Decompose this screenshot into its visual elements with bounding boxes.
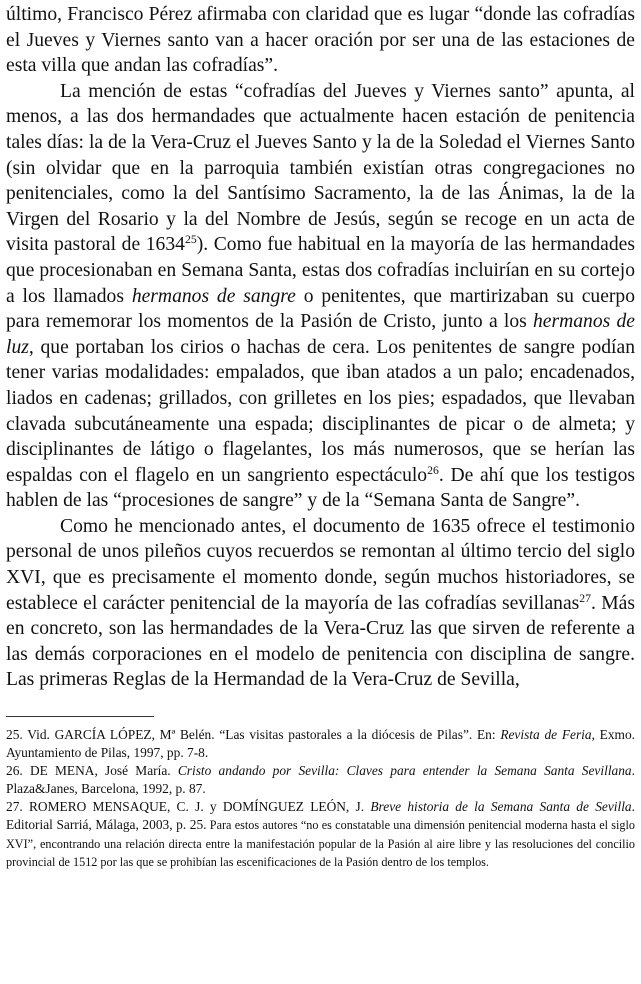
footnote-27-text-b: . Editorial Sarriá, Málaga, 2003, p. 25. [6,799,635,832]
footnote-25-title: Revista de Feria [500,727,592,743]
footnote-divider [6,716,154,717]
paragraph-2-text-d: , que portaban los cirios o hachas de cera. Los penitentes de sangre podían tener varias modalidades: empalados, que iban atados a un palo; encadenados, liados en cadenas; grillados, con grilletes en los pies; espadados, que llevaban clavada subcutáneamente una espada; disciplinantes de picar o de almeta; y disciplinantes de látigo o flagelantes, los más numerosos, que se herían las espaldas con el flagelo en un sangriento espectáculo [6,336,635,486]
paragraph-2-text-c: o penitentes, que martirizaban su cuerpo para rememorar los momentos de la Pasión de Cristo, junto a los [6,285,636,333]
footnote-27-text-c: Para estos autores “no es constatable una dimensión penitencial moderna hasta el siglo XVI”, encontrando una relación directa entre la manifestación popular de la Pasión al aire libre y las resoluciones del concilio provincial de 1512 por las que se prohibían las escenificaciones de la Pasión dentro de los templos. [6,818,636,870]
paragraph-2-text-e: . De ahí que los testigos hablen de las “procesiones de sangre” y de la “Semana Santa de Sangre”. [6,464,636,512]
paragraph-2 [6,79,635,514]
footnote-ref-25[interactable]: 25 [184,233,197,247]
paragraph-1 [6,2,635,79]
italic-hermanos-de-luz: hermanos de luz [6,311,635,358]
footnote-27-title: Breve historia de la Semana Santa de Sevilla [370,799,632,815]
footnote-27 [6,798,635,871]
footnote-25-text-b: , Exmo. Ayuntamiento de Pilas, 1997, pp. 7-8. [6,727,636,760]
footnotes [6,726,635,872]
footnote-26-text-b: . Plaza&Janes, Barcelona, 1992, p. 87. [6,763,635,796]
paragraph-3-text-a: Como he mencionado antes, el documento de 1635 ofrece el testimonio personal de unos pileños cuyos recuerdos se remontan al último tercio del siglo XVI, que es precisamente el momento donde, según muchos historiadores, se establece el carácter penitencial de la mayoría de las cofradías sevillanas [6,515,635,614]
paragraph-3-text-b: . Más en concreto, son las hermandades de la Vera-Cruz las que sirven de referente a las demás corporaciones en el modelo de penitencia con disciplina de sangre. Las primeras Reglas de la Hermandad de la Vera-Cruz de Sevilla, [6,592,635,691]
body-text [6,2,635,693]
footnote-25 [6,726,635,761]
footnote-26 [6,762,635,797]
italic-hermanos-de-sangre: hermanos de sangre [131,285,296,307]
footnote-26-text-a: 26. DE MENA, José María. [6,763,178,779]
paragraph-2-text-a: La mención de estas “cofradías del Jueves y Viernes santo” apunta, al menos, a las dos hermandades que actualmente hacen estación de penitencia tales días: la de la Vera-Cruz el Jueves Santo y la de la Soledad el Viernes Santo (sin olvidar que en la parroquia también existían otras congregaciones no penitenciales, como la del Santísimo Sacramento, la de las Ánimas, la de la Virgen del Rosario y la del Nombre de Jesús, según se recoge en un acta de visita pastoral de 1634 [6,80,635,256]
footnote-ref-26[interactable]: 26 [427,463,439,477]
footnote-25-text-a: 25. Vid. GARCÍA LÓPEZ, Mª Belén. “Las visitas pastorales a la diócesis de Pilas”. En: [6,727,501,743]
paragraph-2-text-b: ). Como fue habitual en la mayoría de las hermandades que procesionaban en Semana Santa, estas dos cofradías incluirían en su cortejo a los llamados [6,234,635,307]
footnote-ref-27[interactable]: 27 [579,591,592,605]
paragraph-3 [6,514,635,693]
footnote-26-title: Cristo andando por Sevilla: Claves para entender la Semana Santa Sevillana [177,763,632,779]
paragraph-1-text: último, Francisco Pérez afirmaba con claridad que es lugar “donde las cofradías el Jueves y Viernes santo van a hacer oración por ser una de las estaciones de esta villa que andan las cofradías”. [6,4,635,77]
footnote-27-text-a: 27. ROMERO MENSAQUE, C. J. y DOMÍNGUEZ LEÓN, J. [6,799,371,815]
